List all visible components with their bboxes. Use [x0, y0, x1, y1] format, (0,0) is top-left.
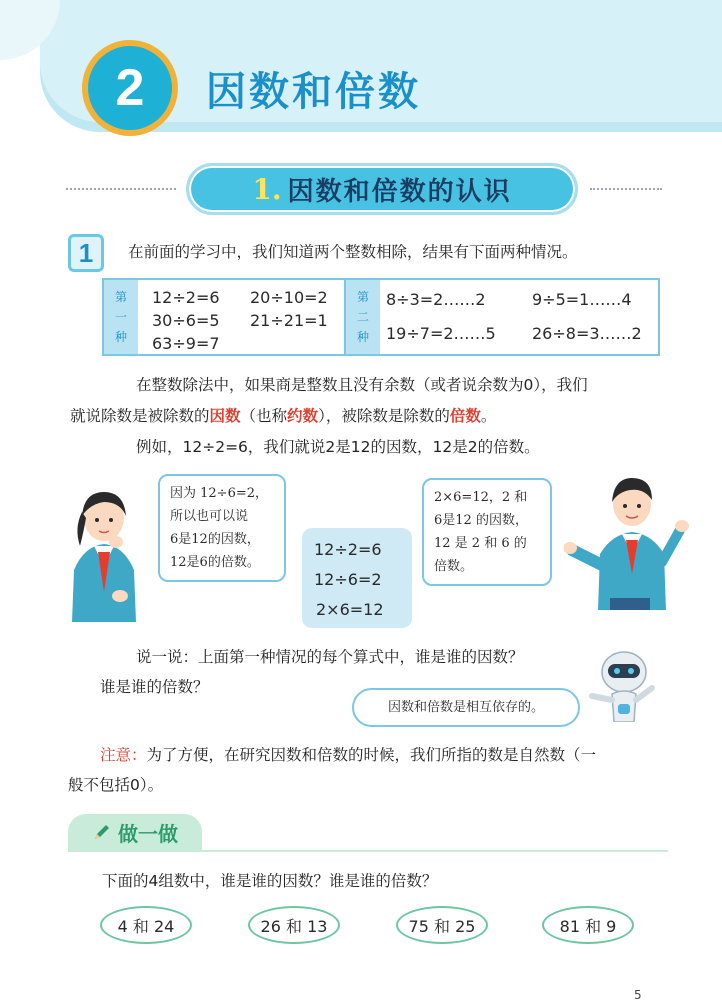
multiple-term: 倍数 — [449, 407, 481, 425]
section-title — [186, 163, 578, 215]
case1-label: 第 一 种 — [104, 280, 138, 354]
case2-equation: 8÷3=2……2 — [386, 290, 486, 309]
boy-illustration — [564, 470, 690, 610]
robot-illustration — [588, 648, 660, 722]
chapter-number: 2 — [88, 46, 172, 130]
number-pair: 81 和 9 — [542, 906, 634, 944]
case1-equation: 30÷6=5 — [152, 311, 220, 330]
discussion-line1: 说一说：上面第一种情况的每个算式中，谁是谁的因数？ — [136, 648, 524, 666]
chapter-title: 因数和倍数 — [206, 68, 421, 115]
girl-speech-bubble: 因为 12÷6=2， 所以也可以说 6是12的因数， 12是6的倍数。 — [158, 474, 286, 582]
girl-illustration — [64, 482, 144, 622]
case2-equation: 19÷7=2……5 — [386, 324, 496, 343]
cases-table — [102, 278, 660, 356]
note-label: 注意： — [100, 746, 147, 764]
practice-underline — [68, 850, 668, 852]
calc-line: 12÷2=6 — [314, 540, 382, 559]
practice-title: 做一做 — [68, 814, 202, 850]
section-divider-left — [66, 188, 176, 190]
note-line2: 般不包括0）。 — [68, 776, 164, 794]
case2-equation: 9÷5=1……4 — [532, 290, 632, 309]
definition-line1: 在整数除法中，如果商是整数且没有余数（或者说余数为0），我们 — [136, 376, 588, 394]
robot-speech-bubble: 因数和倍数是相互依存的。 — [352, 688, 580, 727]
number-pair: 75 和 25 — [396, 906, 488, 944]
case1-equation: 21÷21=1 — [250, 311, 328, 330]
section-title-text: 因数和倍数的认识 — [287, 176, 512, 207]
section-divider-right — [590, 188, 662, 190]
calc-line: 2×6=12 — [316, 600, 384, 619]
calculation-box — [302, 528, 412, 628]
section-number: 1. — [252, 172, 282, 206]
definition-line2: 就说除数是被除数的因数（也称约数），被除数是除数的倍数。 — [70, 407, 497, 425]
example-number-badge: 1 — [68, 234, 104, 272]
factor-term: 因数 — [209, 407, 241, 425]
boy-speech-bubble: 2×6=12，2 和 6是12 的因数， 12 是 2 和 6 的 倍数。 — [422, 478, 552, 586]
number-pair: 26 和 13 — [248, 906, 340, 944]
practice-prompt: 下面的4组数中，谁是谁的因数？谁是谁的倍数？ — [102, 872, 438, 890]
case1-equation: 63÷9=7 — [152, 334, 220, 353]
number-pair: 4 和 24 — [100, 906, 192, 944]
case2-equation: 26÷8=3……2 — [532, 324, 642, 343]
example-intro: 在前面的学习中，我们知道两个整数相除，结果有下面两种情况。 — [128, 243, 578, 261]
definition-example: 例如，12÷2=6，我们就说2是12的因数，12是2的倍数。 — [136, 438, 540, 456]
divisor-term: 约数 — [287, 407, 319, 425]
discussion-line2: 谁是谁的倍数？ — [100, 678, 209, 696]
page-number: 5 — [634, 988, 642, 1000]
note-line1: 注意：为了方便，在研究因数和倍数的时候，我们所指的数是自然数（一 — [100, 746, 597, 764]
calc-line: 12÷6=2 — [314, 570, 382, 589]
pencil-icon — [92, 822, 112, 842]
case2-label: 第 二 种 — [346, 280, 380, 354]
case1-equation: 20÷10=2 — [250, 288, 328, 307]
case1-equation: 12÷2=6 — [152, 288, 220, 307]
